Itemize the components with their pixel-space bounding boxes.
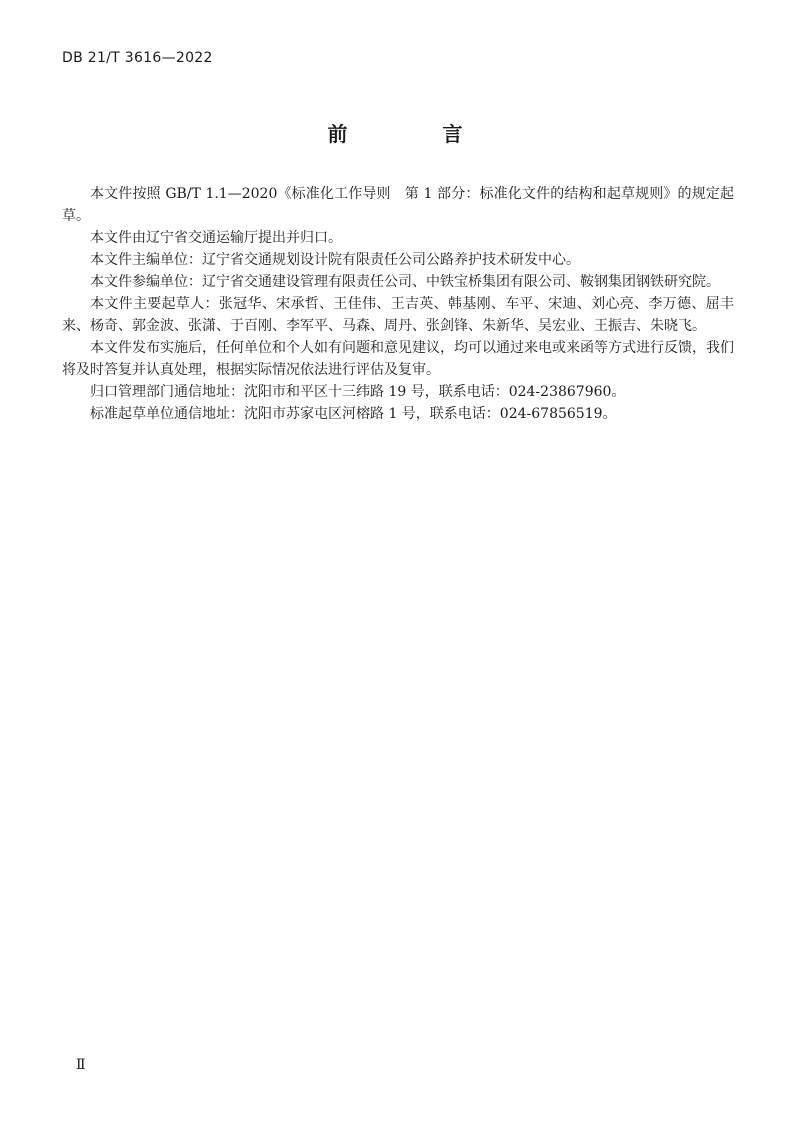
paragraph-proposer: 本文件由辽宁省交通运输厅提出并归口。 [90,230,342,246]
page-number: Ⅱ [76,1057,86,1073]
paragraph-participating-units: 本文件参编单位：辽宁省交通建设管理有限责任公司、中铁宝桥集团有限公司、鞍钢集团钢铁研究院。 [90,274,720,290]
document-code: DB 21/T 3616—2022 [62,50,213,66]
paragraph-chief-editor: 本文件主编单位：辽宁省交通规划设计院有限责任公司公路养护技术研发中心。 [90,252,580,268]
foreword-body [62,183,734,425]
paragraph-drafting-rules: 本文件按照 GB/T 1.1—2020《标准化工作导则 第 1 部分：标准化文件的结构和起草规则》的规定起草。 [62,186,734,224]
paragraph-feedback: 本文件发布实施后，任何单位和个人如有问题和意见建议，均可以通过来电或来函等方式进行反馈，我们将及时答复并认真处理，根据实际情况依法进行评估及复审。 [62,340,734,378]
paragraph-drafters: 本文件主要起草人：张冠华、宋承哲、王佳伟、王吉英、韩基刚、车平、宋迪、刘心亮、李万德、屈丰来、杨奇、郭金波、张潇、于百刚、李军平、马森、周丹、张剑锋、朱新华、吴宏业、王振吉、朱晓飞。 [62,296,734,334]
paragraph-drafting-unit-address: 标准起草单位通信地址：沈阳市苏家屯区河榕路 1 号，联系电话：024-67856519。 [90,406,617,422]
page-title: 前 言 [327,122,507,146]
paragraph-admin-address: 归口管理部门通信地址：沈阳市和平区十三纬路 19 号，联系电话：024-23867960。 [90,384,626,400]
